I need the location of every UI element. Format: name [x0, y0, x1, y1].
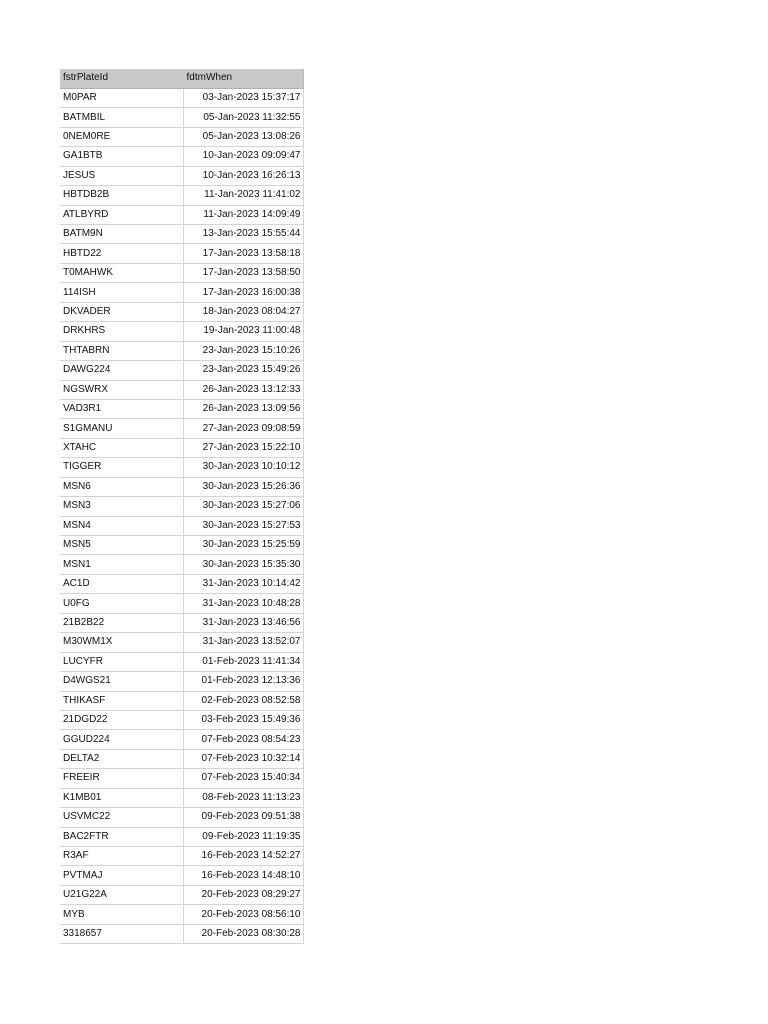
plate-log-table	[60, 69, 304, 944]
plate-id-cell: AC1D	[60, 574, 183, 593]
plate-id-cell: R3AF	[60, 847, 183, 866]
when-cell: 11-Jan-2023 11:41:02	[183, 186, 303, 205]
when-cell: 27-Jan-2023 09:08:59	[183, 419, 303, 438]
table-row	[60, 477, 303, 496]
when-cell: 01-Feb-2023 11:41:34	[183, 652, 303, 671]
when-cell: 26-Jan-2023 13:09:56	[183, 399, 303, 418]
plate-id-cell: MYB	[60, 905, 183, 924]
table-row	[60, 127, 303, 146]
when-cell: 30-Jan-2023 15:25:59	[183, 536, 303, 555]
table-row	[60, 808, 303, 827]
when-cell: 09-Feb-2023 09:51:38	[183, 808, 303, 827]
when-cell: 31-Jan-2023 10:48:28	[183, 594, 303, 613]
when-cell: 31-Jan-2023 13:52:07	[183, 633, 303, 652]
header-row	[60, 69, 303, 88]
table-row	[60, 730, 303, 749]
when-cell: 02-Feb-2023 08:52:58	[183, 691, 303, 710]
plate-id-cell: TIGGER	[60, 458, 183, 477]
plate-id-cell: S1GMANU	[60, 419, 183, 438]
table-row	[60, 283, 303, 302]
when-cell: 31-Jan-2023 10:14:42	[183, 574, 303, 593]
plate-id-cell: HBTD22	[60, 244, 183, 263]
when-cell: 30-Jan-2023 15:35:30	[183, 555, 303, 574]
table-row	[60, 205, 303, 224]
when-cell: 07-Feb-2023 08:54:23	[183, 730, 303, 749]
table-row	[60, 788, 303, 807]
plate-id-cell: T0MAHWK	[60, 263, 183, 282]
plate-id-cell: 114ISH	[60, 283, 183, 302]
plate-id-cell: D4WGS21	[60, 672, 183, 691]
plate-id-cell: THTABRN	[60, 341, 183, 360]
when-cell: 20-Feb-2023 08:29:27	[183, 885, 303, 904]
table-row	[60, 827, 303, 846]
plate-id-cell: BATMBIL	[60, 108, 183, 127]
when-cell: 30-Jan-2023 15:26:36	[183, 477, 303, 496]
plate-id-cell: ATLBYRD	[60, 205, 183, 224]
table-row	[60, 88, 303, 107]
table-row	[60, 555, 303, 574]
table-row	[60, 108, 303, 127]
table-row	[60, 399, 303, 418]
plate-id-cell: DKVADER	[60, 302, 183, 321]
plate-id-cell: NGSWRX	[60, 380, 183, 399]
when-cell: 08-Feb-2023 11:13:23	[183, 788, 303, 807]
table-row	[60, 341, 303, 360]
plate-id-cell: MSN5	[60, 536, 183, 555]
when-cell: 19-Jan-2023 11:00:48	[183, 322, 303, 341]
table-row	[60, 769, 303, 788]
table-row	[60, 361, 303, 380]
when-cell: 03-Jan-2023 15:37:17	[183, 88, 303, 107]
when-cell: 23-Jan-2023 15:10:26	[183, 341, 303, 360]
plate-id-cell: HBTDB2B	[60, 186, 183, 205]
table-row	[60, 710, 303, 729]
plate-id-cell: PVTMAJ	[60, 866, 183, 885]
plate-id-cell: MSN6	[60, 477, 183, 496]
table-row	[60, 633, 303, 652]
plate-id-cell: MSN1	[60, 555, 183, 574]
when-cell: 17-Jan-2023 16:00:38	[183, 283, 303, 302]
plate-id-cell: U21G22A	[60, 885, 183, 904]
when-cell: 07-Feb-2023 10:32:14	[183, 749, 303, 768]
table-row	[60, 574, 303, 593]
plate-id-cell: 21B2B22	[60, 613, 183, 632]
plate-id-cell: 0NEM0RE	[60, 127, 183, 146]
when-cell: 31-Jan-2023 13:46:56	[183, 613, 303, 632]
when-cell: 23-Jan-2023 15:49:26	[183, 361, 303, 380]
table-row	[60, 380, 303, 399]
when-cell: 17-Jan-2023 13:58:50	[183, 263, 303, 282]
plate-id-cell: GGUD224	[60, 730, 183, 749]
plate-id-cell: M30WM1X	[60, 633, 183, 652]
table-row	[60, 749, 303, 768]
when-cell: 10-Jan-2023 09:09:47	[183, 147, 303, 166]
table-body	[60, 88, 303, 943]
table-row	[60, 244, 303, 263]
table-row	[60, 516, 303, 535]
table-row	[60, 458, 303, 477]
when-cell: 09-Feb-2023 11:19:35	[183, 827, 303, 846]
table-row	[60, 302, 303, 321]
plate-id-cell: THIKASF	[60, 691, 183, 710]
table-row	[60, 652, 303, 671]
plate-id-cell: JESUS	[60, 166, 183, 185]
table-row	[60, 672, 303, 691]
table-row	[60, 866, 303, 885]
when-cell: 07-Feb-2023 15:40:34	[183, 769, 303, 788]
when-cell: 16-Feb-2023 14:48:10	[183, 866, 303, 885]
when-cell: 03-Feb-2023 15:49:36	[183, 710, 303, 729]
when-cell: 10-Jan-2023 16:26:13	[183, 166, 303, 185]
when-cell: 17-Jan-2023 13:58:18	[183, 244, 303, 263]
plate-id-cell: GA1BTB	[60, 147, 183, 166]
table-row	[60, 225, 303, 244]
plate-id-cell: VAD3R1	[60, 399, 183, 418]
when-cell: 30-Jan-2023 15:27:06	[183, 497, 303, 516]
when-cell: 20-Feb-2023 08:30:28	[183, 924, 303, 943]
when-cell: 30-Jan-2023 15:27:53	[183, 516, 303, 535]
table-row	[60, 322, 303, 341]
table-row	[60, 594, 303, 613]
when-cell: 01-Feb-2023 12:13:36	[183, 672, 303, 691]
plate-id-cell: 3318657	[60, 924, 183, 943]
when-cell: 27-Jan-2023 15:22:10	[183, 438, 303, 457]
table-row	[60, 166, 303, 185]
plate-id-cell: DRKHRS	[60, 322, 183, 341]
table-row	[60, 419, 303, 438]
plate-id-cell: MSN4	[60, 516, 183, 535]
plate-id-cell: K1MB01	[60, 788, 183, 807]
plate-id-cell: FREEIR	[60, 769, 183, 788]
plate-id-cell: U0FG	[60, 594, 183, 613]
when-cell: 26-Jan-2023 13:12:33	[183, 380, 303, 399]
table-row	[60, 613, 303, 632]
table-row	[60, 905, 303, 924]
plate-id-cell: BAC2FTR	[60, 827, 183, 846]
when-cell: 05-Jan-2023 11:32:55	[183, 108, 303, 127]
table-row	[60, 263, 303, 282]
plate-id-cell: USVMC22	[60, 808, 183, 827]
plate-id-cell: BATM9N	[60, 225, 183, 244]
plate-id-cell: LUCYFR	[60, 652, 183, 671]
plate-id-cell: XTAHC	[60, 438, 183, 457]
column-header-plate-id: fstrPlateId	[60, 69, 183, 88]
table-header	[60, 69, 303, 88]
table-row	[60, 438, 303, 457]
plate-id-cell: 21DGD22	[60, 710, 183, 729]
plate-id-cell: DAWG224	[60, 361, 183, 380]
when-cell: 11-Jan-2023 14:09:49	[183, 205, 303, 224]
plate-id-cell: M0PAR	[60, 88, 183, 107]
when-cell: 20-Feb-2023 08:56:10	[183, 905, 303, 924]
when-cell: 18-Jan-2023 08:04:27	[183, 302, 303, 321]
table-row	[60, 147, 303, 166]
table-row	[60, 847, 303, 866]
table-row	[60, 691, 303, 710]
when-cell: 30-Jan-2023 10:10:12	[183, 458, 303, 477]
when-cell: 16-Feb-2023 14:52:27	[183, 847, 303, 866]
plate-id-cell: MSN3	[60, 497, 183, 516]
table-row	[60, 536, 303, 555]
plate-id-cell: DELTA2	[60, 749, 183, 768]
table-row	[60, 924, 303, 943]
when-cell: 05-Jan-2023 13:08:26	[183, 127, 303, 146]
table-row	[60, 186, 303, 205]
column-header-when: fdtmWhen	[183, 69, 303, 88]
table-row	[60, 885, 303, 904]
when-cell: 13-Jan-2023 15:55:44	[183, 225, 303, 244]
table-row	[60, 497, 303, 516]
